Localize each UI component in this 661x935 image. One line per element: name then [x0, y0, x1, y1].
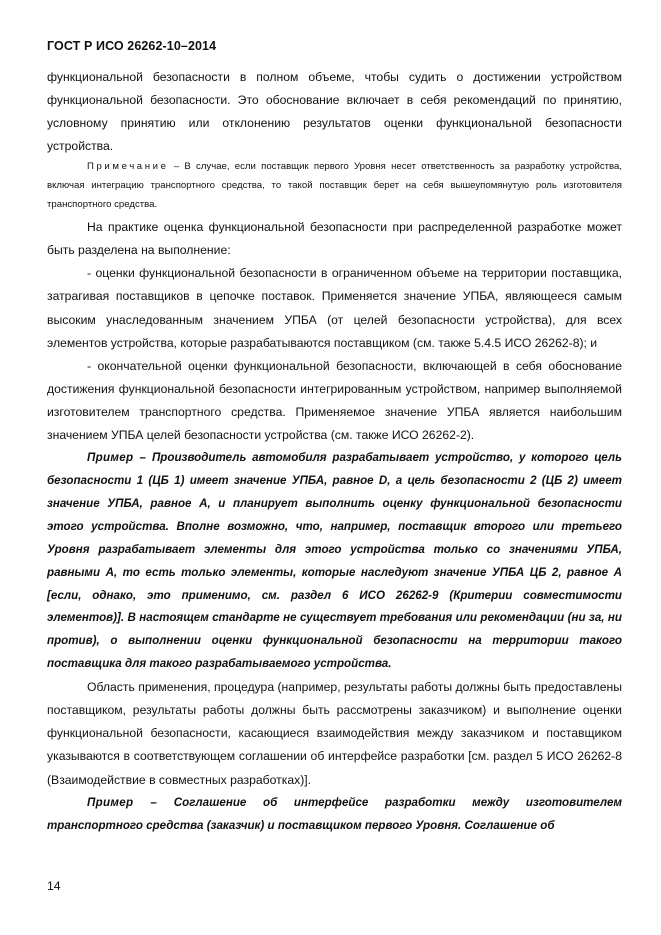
note-paragraph	[47, 158, 622, 214]
note-label: Примечание	[87, 161, 169, 173]
paragraph-continuation: функциональной безопасности в полном объеме, чтобы судить о достижении устройством функциональной безопасности. Это обоснование включает в себя рекомендаций по принятию, условному принятию или отклонению результатов оценки функциональной безопасности устройства.	[47, 70, 622, 154]
list-item-final-assessment: - окончательной оценки функциональной безопасности, включающей в себя обоснование достижения функциональной безопасности интегрированным устройством, например выполняемой изготовителем транспортного средства. Применяемое значение УПБА является наибольшим значением УПБА целей безопасности устройства (см. также ИСО 26262-2).	[47, 358, 622, 442]
document-body	[47, 66, 622, 837]
note-text: – В случае, если поставщик первого Уровня несет ответственность за разработку устройства, включая интеграцию транспортного средства, то такой поставщик берет на себя вышеупомянутую роль изготовителя транспортного средства.	[47, 161, 622, 210]
list-item-supplier-assessment: - оценки функциональной безопасности в ограниченном объеме на территории поставщика, затрагивая поставщиков в цепочке поставок. Применяется значение УПБА, являющееся самым высоким унаследованным значением УПБА (от целей безопасности устройства), для всех элементов устройства, которые разрабатываются поставщиком (см. также 5.4.5 ИСО 26262-8); и	[47, 266, 622, 350]
example-paragraph-1	[47, 447, 622, 676]
page-number: 14	[47, 879, 61, 893]
example-label-2: Пример –	[87, 795, 158, 809]
example-text-2: Соглашение об интерфейсе разработки между изготовителем транспортного средства (заказчик) и поставщиком первого Уровня. Соглашение об	[47, 795, 622, 832]
paragraph-scope: Область применения, процедура (например, результаты работы должны быть предоставлены поставщиком, результаты работы должны быть рассмотрены заказчиком) и выполнение оценки функциональной безопасности, касающиеся взаимодействия между заказчиком и поставщиком указываются в соответствующем соглашении об интерфейсе разработки [см. раздел 5 ИСО 26262-8 (Взаимодействие в совместных разработках)].	[47, 680, 622, 787]
paragraph-distributed-assessment: На практике оценка функциональной безопасности при распределенной разработке может быть разделена на выполнение:	[47, 220, 622, 258]
example-paragraph-2	[47, 792, 622, 838]
document-header: ГОСТ Р ИСО 26262-10–2014	[47, 39, 217, 53]
example-label-1: Пример –	[87, 451, 147, 465]
example-text-1: Производитель автомобиля разрабатывает устройство, у которого цель безопасности 1 (ЦБ 1) имеет значение УПБА, равное D, а цель безопасности 2 (ЦБ 2) имеет значение УПБА, равное А, и планирует выполнить оценку функциональной безопасности этого устройства. Вполне возможно, что, например, поставщик второго или третьего Уровня разрабатывает элементы для этого устройства только со значениями УПБА, равными А, то есть только элементы, которые наследуют значение УПБА ЦБ 2, равное А [если, однако, это применимо, см. раздел 6 ИСО 26262-9 (Критерии совместимости элементов)]. В настоящем стандарте не существует требования или рекомендации (ни за, ни против), о выполнении оценки функциональной безопасности на территории такого поставщика для такого разрабатываемого устройства.	[47, 451, 622, 671]
